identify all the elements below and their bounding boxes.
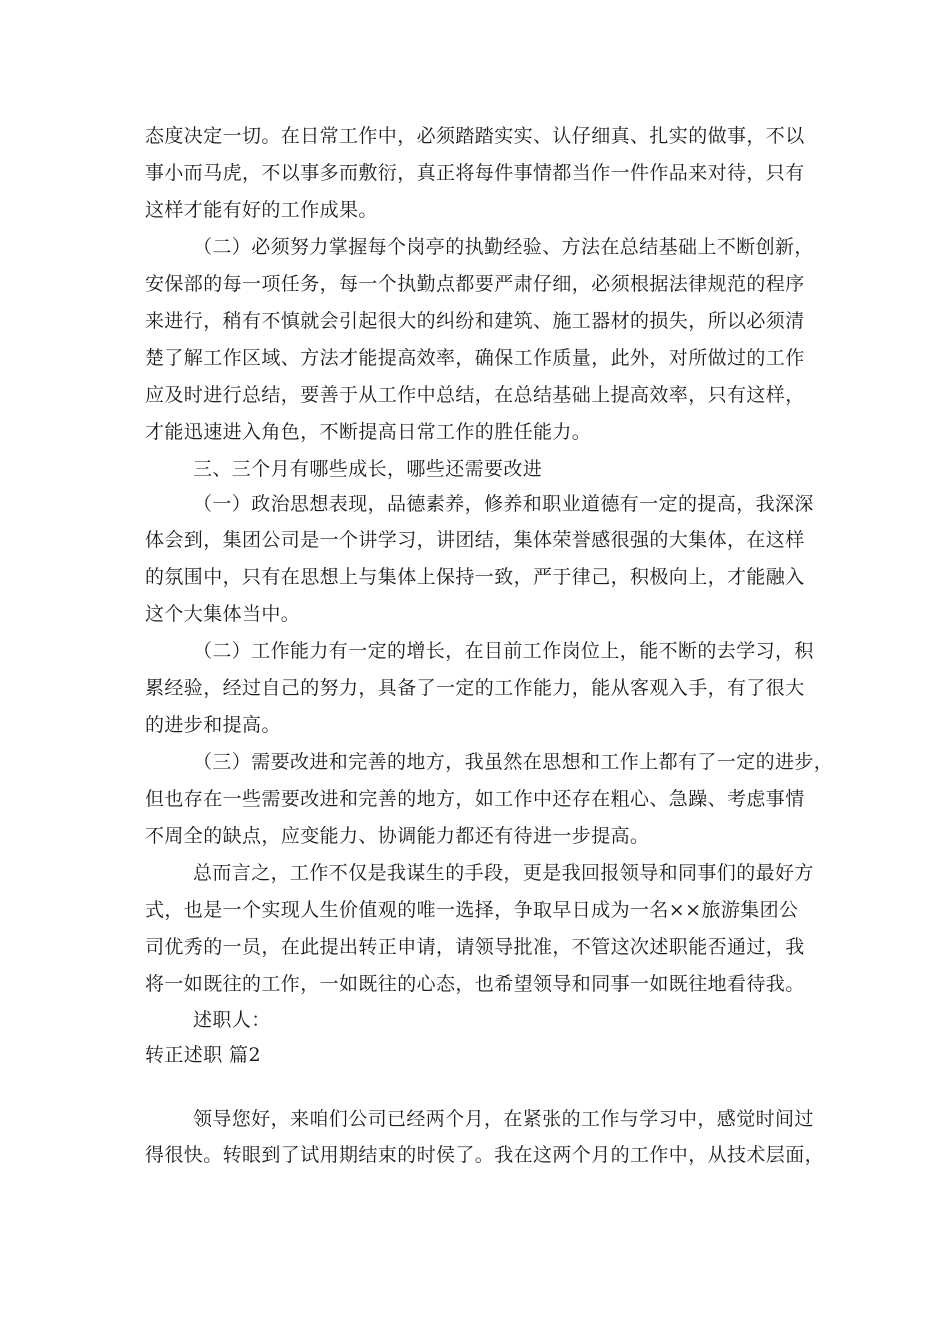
text-line: 领导您好，来咱们公司已经两个月，在紧张的工作与学习中，感觉时间过 (193, 1108, 814, 1130)
text-line: 体会到，集团公司是一个讲学习，讲团结，集体荣誉感很强的大集体，在这样 (145, 529, 805, 551)
text-line: 事小而马虎，不以事多而敷衍，真正将每件事情都当作一件作品来对待，只有 (145, 162, 805, 184)
text-line: 态度决定一切。在日常工作中，必须踏踏实实、认仔细真、扎实的做事，不以 (145, 125, 805, 147)
text-line: （二）必须努力掌握每个岗亭的执勤经验、方法在总结基础上不断创新， (193, 236, 814, 258)
text-line: 的进步和提高。 (145, 714, 281, 736)
text-line: 才能迅速进入角色，不断提高日常工作的胜任能力。 (145, 421, 592, 443)
section-heading: 三、三个月有哪些成长，哪些还需要改进 (193, 458, 543, 480)
text-line: 安保部的每一项任务，每一个执勤点都要严肃仔细，必须根据法律规范的程序 (145, 273, 805, 295)
text-line: 累经验，经过自己的努力，具备了一定的工作能力，能从客观入手，有了很大 (145, 677, 805, 699)
text-line: （一）政治思想表现，品德素养，修养和职业道德有一定的提高，我深深 (193, 493, 814, 515)
text-line: 这样才能有好的工作成果。 (145, 199, 378, 221)
text-line: 的氛围中，只有在思想上与集体上保持一致，严于律己，积极向上，才能融入 (145, 566, 805, 588)
text-line: 司优秀的一员，在此提出转正申请，请领导批准，不管这次述职能否通过，我 (145, 936, 805, 958)
text-line: 式，也是一个实现人生价值观的唯一选择，争取早日成为一名××旅游集团公 (145, 899, 799, 921)
signature-label: 述职人： (193, 1009, 271, 1031)
text-line: 总而言之，工作不仅是我谋生的手段，更是我回报领导和同事们的最好方 (193, 862, 814, 884)
text-line: 这个大集体当中。 (145, 603, 301, 625)
text-line: 但也存在一些需要改进和完善的地方，如工作中还存在粗心、急躁、考虑事情 (145, 788, 805, 810)
text-line: （三）需要改进和完善的地方，我虽然在思想和工作上都有了一定的进步， (193, 751, 834, 773)
text-line: （二）工作能力有一定的增长，在目前工作岗位上，能不断的去学习，积 (193, 640, 814, 662)
section-title: 转正述职 篇2 (145, 1044, 261, 1066)
text-line: 应及时进行总结，要善于从工作中总结，在总结基础上提高效率，只有这样， (145, 384, 805, 406)
text-line: 不周全的缺点，应变能力、协调能力都还有待进一步提高。 (145, 825, 650, 847)
text-line: 将一如既往的工作，一如既往的心态，也希望领导和同事一如既往地看待我。 (145, 973, 805, 995)
text-line: 得很快。转眼到了试用期结束的时侯了。我在这两个月的工作中，从技术层面， (145, 1144, 825, 1166)
text-line: 楚了解工作区域、方法才能提高效率，确保工作质量，此外，对所做过的工作 (145, 347, 805, 369)
text-line: 来进行，稍有不慎就会引起很大的纠纷和建筑、施工器材的损失，所以必须清 (145, 310, 805, 332)
